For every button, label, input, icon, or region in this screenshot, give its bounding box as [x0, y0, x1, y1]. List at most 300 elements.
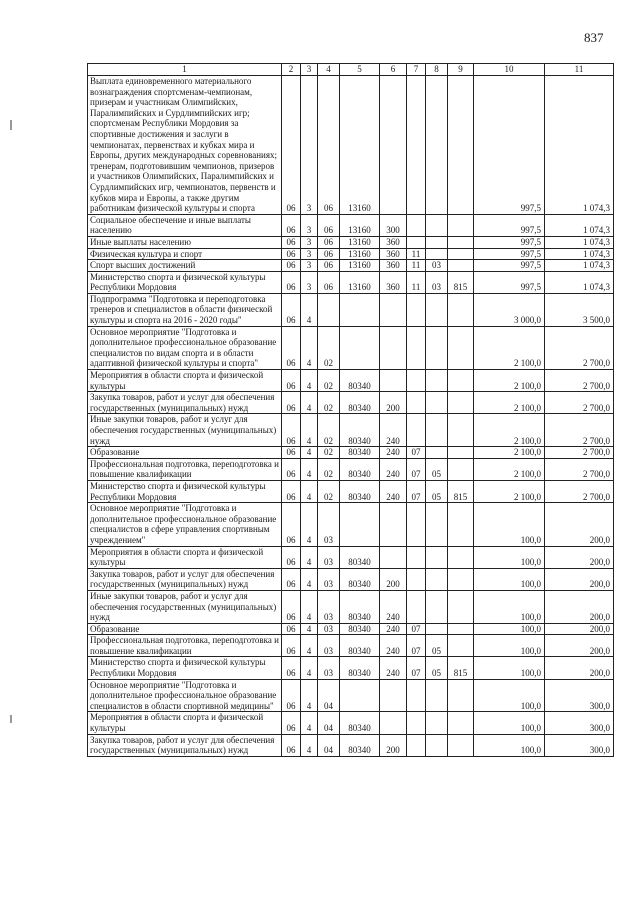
cell-c10: 100,0	[474, 635, 545, 657]
cell-c11: 1 074,3	[545, 214, 614, 236]
cell-c8	[426, 568, 448, 590]
cell-c11: 1 074,3	[545, 260, 614, 272]
cell-c11: 2 700,0	[545, 370, 614, 392]
cell-c5: 13160	[340, 248, 380, 260]
cell-c6: 240	[380, 623, 407, 635]
cell-c11: 2 700,0	[545, 326, 614, 369]
cell-c9: 815	[448, 480, 474, 502]
row-name-cell: Иные закупки товаров, работ и услуг для обеспечения государственных (муниципальных) нужд	[88, 590, 282, 623]
cell-c5: 80340	[340, 546, 380, 568]
column-header: 11	[545, 64, 614, 76]
cell-c7: 07	[407, 458, 426, 480]
table-row	[88, 546, 614, 568]
cell-c11: 200,0	[545, 623, 614, 635]
cell-c10: 2 100,0	[474, 447, 545, 459]
cell-c6	[380, 546, 407, 568]
column-header: 4	[318, 64, 340, 76]
table-row	[88, 503, 614, 546]
cell-c5: 80340	[340, 458, 380, 480]
cell-c3: 4	[301, 458, 318, 480]
cell-c5: 80340	[340, 657, 380, 679]
cell-c6: 240	[380, 447, 407, 459]
column-header: 3	[301, 64, 318, 76]
cell-c10: 997,5	[474, 248, 545, 260]
cell-c10: 100,0	[474, 712, 545, 734]
cell-c11: 200,0	[545, 635, 614, 657]
cell-c8: 05	[426, 657, 448, 679]
cell-c6: 240	[380, 414, 407, 447]
cell-c11: 2 700,0	[545, 480, 614, 502]
table-row	[88, 679, 614, 712]
cell-c10: 2 100,0	[474, 392, 545, 414]
cell-c5: 80340	[340, 370, 380, 392]
cell-c7: 11	[407, 271, 426, 293]
cell-c8	[426, 623, 448, 635]
row-name-cell: Основное мероприятие "Подготовка и дополнительное профессиональное образование специалистов по видам спорта и в области адаптивной физической культуры и спорта"	[88, 326, 282, 369]
cell-c7	[407, 236, 426, 248]
cell-c5	[340, 679, 380, 712]
cell-c2: 06	[282, 271, 301, 293]
cell-c4: 02	[318, 447, 340, 459]
cell-c4: 06	[318, 271, 340, 293]
cell-c4: 04	[318, 734, 340, 756]
cell-c2: 06	[282, 293, 301, 326]
column-header: 5	[340, 64, 380, 76]
cell-c7	[407, 590, 426, 623]
cell-c4: 06	[318, 260, 340, 272]
cell-c4: 02	[318, 480, 340, 502]
cell-c8	[426, 679, 448, 712]
cell-c6: 360	[380, 236, 407, 248]
cell-c10: 2 100,0	[474, 326, 545, 369]
cell-c4: 04	[318, 712, 340, 734]
cell-c7: 07	[407, 657, 426, 679]
cell-c3: 3	[301, 236, 318, 248]
cell-c2: 06	[282, 458, 301, 480]
cell-c11: 200,0	[545, 657, 614, 679]
cell-c5	[340, 293, 380, 326]
cell-c6: 240	[380, 458, 407, 480]
table-row	[88, 712, 614, 734]
cell-c9	[448, 326, 474, 369]
cell-c8	[426, 326, 448, 369]
cell-c5: 80340	[340, 414, 380, 447]
cell-c8	[426, 447, 448, 459]
cell-c9: 815	[448, 657, 474, 679]
cell-c7	[407, 546, 426, 568]
cell-c9	[448, 392, 474, 414]
column-header: 6	[380, 64, 407, 76]
cell-c9	[448, 568, 474, 590]
row-name-cell: Министерство спорта и физической культуры Республики Мордовия	[88, 480, 282, 502]
row-name-cell: Профессиональная подготовка, переподготовка и повышение квалификации	[88, 458, 282, 480]
cell-c4: 02	[318, 370, 340, 392]
cell-c10: 997,5	[474, 271, 545, 293]
cell-c10: 997,5	[474, 236, 545, 248]
cell-c6	[380, 503, 407, 546]
cell-c9	[448, 248, 474, 260]
cell-c6: 240	[380, 590, 407, 623]
cell-c2: 06	[282, 546, 301, 568]
cell-c2: 06	[282, 76, 301, 215]
cell-c3: 3	[301, 214, 318, 236]
table-row	[88, 236, 614, 248]
table-row	[88, 657, 614, 679]
header-row	[88, 64, 614, 76]
cell-c11: 3 500,0	[545, 293, 614, 326]
table-row	[88, 214, 614, 236]
cell-c11: 2 700,0	[545, 414, 614, 447]
cell-c8	[426, 293, 448, 326]
cell-c6: 360	[380, 248, 407, 260]
cell-c3: 4	[301, 480, 318, 502]
cell-c10: 3 000,0	[474, 293, 545, 326]
cell-c5: 80340	[340, 568, 380, 590]
cell-c6: 200	[380, 392, 407, 414]
cell-c5: 80340	[340, 447, 380, 459]
cell-c7	[407, 326, 426, 369]
cell-c3: 4	[301, 635, 318, 657]
cell-c3: 4	[301, 679, 318, 712]
cell-c6	[380, 679, 407, 712]
cell-c6	[380, 370, 407, 392]
row-name-cell: Физическая культура и спорт	[88, 248, 282, 260]
cell-c2: 06	[282, 414, 301, 447]
cell-c7: 07	[407, 635, 426, 657]
cell-c11: 200,0	[545, 546, 614, 568]
cell-c10: 100,0	[474, 546, 545, 568]
cell-c6: 360	[380, 260, 407, 272]
cell-c11: 1 074,3	[545, 76, 614, 215]
cell-c6: 240	[380, 635, 407, 657]
row-name-cell: Основное мероприятие "Подготовка и дополнительное профессиональное образование специалистов в области спортивной медицины"	[88, 679, 282, 712]
cell-c11: 2 700,0	[545, 392, 614, 414]
cell-c9	[448, 546, 474, 568]
cell-c7: 07	[407, 480, 426, 502]
cell-c6: 240	[380, 480, 407, 502]
row-name-cell: Спорт высших достижений	[88, 260, 282, 272]
cell-c3: 4	[301, 503, 318, 546]
column-header: 9	[448, 64, 474, 76]
cell-c9	[448, 458, 474, 480]
cell-c10: 997,5	[474, 214, 545, 236]
scan-mark	[10, 120, 12, 130]
cell-c2: 06	[282, 679, 301, 712]
cell-c9	[448, 447, 474, 459]
cell-c4: 02	[318, 326, 340, 369]
cell-c2: 06	[282, 248, 301, 260]
cell-c6: 360	[380, 271, 407, 293]
cell-c8	[426, 214, 448, 236]
cell-c8	[426, 370, 448, 392]
row-name-cell: Мероприятия в области спорта и физической культуры	[88, 546, 282, 568]
cell-c6	[380, 76, 407, 215]
cell-c2: 06	[282, 447, 301, 459]
table-row	[88, 248, 614, 260]
cell-c4: 03	[318, 546, 340, 568]
row-name-cell: Министерство спорта и физической культуры Республики Мордовия	[88, 657, 282, 679]
cell-c9	[448, 293, 474, 326]
row-name-cell: Мероприятия в области спорта и физической культуры	[88, 712, 282, 734]
table-row	[88, 293, 614, 326]
cell-c8	[426, 546, 448, 568]
cell-c4: 02	[318, 458, 340, 480]
cell-c2: 06	[282, 214, 301, 236]
cell-c7	[407, 503, 426, 546]
cell-c2: 06	[282, 260, 301, 272]
cell-c4: 06	[318, 76, 340, 215]
cell-c10: 100,0	[474, 679, 545, 712]
cell-c5: 80340	[340, 392, 380, 414]
cell-c6	[380, 293, 407, 326]
cell-c6	[380, 712, 407, 734]
cell-c7	[407, 568, 426, 590]
cell-c10: 100,0	[474, 734, 545, 756]
cell-c3: 4	[301, 734, 318, 756]
cell-c3: 4	[301, 546, 318, 568]
cell-c7	[407, 712, 426, 734]
table-body	[88, 76, 614, 757]
row-name-cell: Образование	[88, 623, 282, 635]
cell-c5: 13160	[340, 271, 380, 293]
cell-c5: 80340	[340, 734, 380, 756]
cell-c9	[448, 503, 474, 546]
cell-c2: 06	[282, 635, 301, 657]
cell-c11: 2 700,0	[545, 447, 614, 459]
cell-c6	[380, 326, 407, 369]
cell-c7	[407, 392, 426, 414]
cell-c9	[448, 635, 474, 657]
cell-c7	[407, 734, 426, 756]
cell-c3: 4	[301, 326, 318, 369]
table-row	[88, 623, 614, 635]
cell-c8: 03	[426, 271, 448, 293]
cell-c4: 02	[318, 392, 340, 414]
cell-c5: 13160	[340, 260, 380, 272]
page-number: 837	[584, 30, 604, 45]
cell-c3: 4	[301, 623, 318, 635]
cell-c3: 4	[301, 568, 318, 590]
cell-c9	[448, 370, 474, 392]
cell-c3: 4	[301, 370, 318, 392]
scan-mark	[10, 715, 12, 723]
cell-c11: 200,0	[545, 568, 614, 590]
row-name-cell: Профессиональная подготовка, переподготовка и повышение квалификации	[88, 635, 282, 657]
cell-c6: 240	[380, 657, 407, 679]
cell-c11: 1 074,3	[545, 248, 614, 260]
cell-c9: 815	[448, 271, 474, 293]
cell-c7: 07	[407, 623, 426, 635]
cell-c5	[340, 326, 380, 369]
cell-c2: 06	[282, 623, 301, 635]
cell-c8	[426, 248, 448, 260]
cell-c7: 11	[407, 260, 426, 272]
table-row	[88, 414, 614, 447]
cell-c2: 06	[282, 590, 301, 623]
cell-c3: 4	[301, 590, 318, 623]
table-row	[88, 590, 614, 623]
row-name-cell: Иные закупки товаров, работ и услуг для обеспечения государственных (муниципальных) нужд	[88, 414, 282, 447]
cell-c3: 4	[301, 293, 318, 326]
cell-c8	[426, 414, 448, 447]
cell-c4: 03	[318, 590, 340, 623]
cell-c7	[407, 370, 426, 392]
cell-c10: 2 100,0	[474, 480, 545, 502]
cell-c10: 2 100,0	[474, 458, 545, 480]
cell-c9	[448, 76, 474, 215]
cell-c10: 100,0	[474, 657, 545, 679]
cell-c9	[448, 236, 474, 248]
row-name-cell: Выплата единовременного материального вознаграждения спортсменам-чемпионам, призерам и участникам Олимпийских, Паралимпийских и Сурдлимпийских игр; спортсменам Республики Мордовия за спортивные достижения и заслуги в чемпионатах, первенствах и кубках мира и Европы, других международных соревнованиях; тренерам, подготовившим чемпионов, призеров и участников Олимпийских, Паралимпийских и Сурдлимпийских игр, чемпионатов, первенств и кубков мира и Европы, а также другим работникам физической культуры и спорта	[88, 76, 282, 215]
table-row	[88, 447, 614, 459]
cell-c2: 06	[282, 236, 301, 248]
cell-c11: 300,0	[545, 734, 614, 756]
cell-c11: 200,0	[545, 503, 614, 546]
row-name-cell: Основное мероприятие "Подготовка и дополнительное профессиональное образование специалистов в сфере управления спортивным учреждением"	[88, 503, 282, 546]
cell-c4: 03	[318, 623, 340, 635]
cell-c11: 200,0	[545, 590, 614, 623]
cell-c9	[448, 734, 474, 756]
cell-c8	[426, 503, 448, 546]
cell-c7	[407, 293, 426, 326]
cell-c10: 100,0	[474, 503, 545, 546]
cell-c5: 13160	[340, 214, 380, 236]
cell-c11: 1 074,3	[545, 271, 614, 293]
cell-c2: 06	[282, 326, 301, 369]
cell-c4: 03	[318, 568, 340, 590]
cell-c9	[448, 679, 474, 712]
cell-c9	[448, 712, 474, 734]
cell-c6: 200	[380, 734, 407, 756]
row-name-cell: Иные выплаты населению	[88, 236, 282, 248]
table-row	[88, 392, 614, 414]
cell-c6: 300	[380, 214, 407, 236]
cell-c8: 05	[426, 635, 448, 657]
cell-c2: 06	[282, 568, 301, 590]
row-name-cell: Закупка товаров, работ и услуг для обеспечения государственных (муниципальных) нужд	[88, 568, 282, 590]
cell-c7	[407, 214, 426, 236]
cell-c4: 02	[318, 414, 340, 447]
cell-c10: 997,5	[474, 260, 545, 272]
cell-c3: 4	[301, 392, 318, 414]
cell-c3: 4	[301, 414, 318, 447]
cell-c9	[448, 260, 474, 272]
cell-c5: 80340	[340, 635, 380, 657]
cell-c5	[340, 503, 380, 546]
cell-c4: 06	[318, 236, 340, 248]
cell-c5: 80340	[340, 590, 380, 623]
cell-c3: 3	[301, 271, 318, 293]
table-row	[88, 271, 614, 293]
cell-c4	[318, 293, 340, 326]
cell-c9	[448, 414, 474, 447]
table-row	[88, 76, 614, 215]
cell-c7	[407, 76, 426, 215]
cell-c3: 4	[301, 712, 318, 734]
row-name-cell: Мероприятия в области спорта и физической культуры	[88, 370, 282, 392]
row-name-cell: Подпрограмма "Подготовка и переподготовка тренеров и специалистов в области физической культуры и спорта на 2016 - 2020 годы"	[88, 293, 282, 326]
cell-c8	[426, 734, 448, 756]
cell-c3: 3	[301, 260, 318, 272]
cell-c3: 4	[301, 447, 318, 459]
cell-c5: 80340	[340, 712, 380, 734]
column-header: 8	[426, 64, 448, 76]
cell-c2: 06	[282, 370, 301, 392]
cell-c2: 06	[282, 657, 301, 679]
cell-c10: 100,0	[474, 590, 545, 623]
row-name-cell: Социальное обеспечение и иные выплаты населению	[88, 214, 282, 236]
table-row	[88, 568, 614, 590]
column-header: 7	[407, 64, 426, 76]
cell-c5: 13160	[340, 76, 380, 215]
cell-c10: 997,5	[474, 76, 545, 215]
cell-c8	[426, 590, 448, 623]
cell-c9	[448, 214, 474, 236]
budget-table	[87, 63, 614, 757]
cell-c2: 06	[282, 712, 301, 734]
cell-c5: 13160	[340, 236, 380, 248]
column-header: 2	[282, 64, 301, 76]
cell-c10: 2 100,0	[474, 370, 545, 392]
cell-c9	[448, 623, 474, 635]
cell-c6: 200	[380, 568, 407, 590]
row-name-cell: Закупка товаров, работ и услуг для обеспечения государственных (муниципальных) нужд	[88, 392, 282, 414]
cell-c4: 03	[318, 503, 340, 546]
cell-c11: 300,0	[545, 679, 614, 712]
cell-c3: 4	[301, 657, 318, 679]
cell-c10: 100,0	[474, 568, 545, 590]
cell-c5: 80340	[340, 480, 380, 502]
cell-c4: 06	[318, 214, 340, 236]
table-row	[88, 458, 614, 480]
cell-c9	[448, 590, 474, 623]
row-name-cell: Закупка товаров, работ и услуг для обеспечения государственных (муниципальных) нужд	[88, 734, 282, 756]
cell-c11: 2 700,0	[545, 458, 614, 480]
cell-c4: 03	[318, 635, 340, 657]
cell-c7: 11	[407, 248, 426, 260]
cell-c4: 03	[318, 657, 340, 679]
column-header: 10	[474, 64, 545, 76]
cell-c2: 06	[282, 734, 301, 756]
cell-c2: 06	[282, 392, 301, 414]
cell-c8: 05	[426, 480, 448, 502]
cell-c8	[426, 76, 448, 215]
cell-c3: 3	[301, 76, 318, 215]
cell-c8: 03	[426, 260, 448, 272]
cell-c7	[407, 414, 426, 447]
table-row	[88, 635, 614, 657]
cell-c8	[426, 712, 448, 734]
cell-c10: 2 100,0	[474, 414, 545, 447]
cell-c7: 07	[407, 447, 426, 459]
cell-c2: 06	[282, 480, 301, 502]
row-name-cell: Министерство спорта и физической культуры Республики Мордовия	[88, 271, 282, 293]
cell-c5: 80340	[340, 623, 380, 635]
cell-c8	[426, 392, 448, 414]
table-row	[88, 734, 614, 756]
table-row	[88, 370, 614, 392]
cell-c8: 05	[426, 458, 448, 480]
cell-c11: 1 074,3	[545, 236, 614, 248]
cell-c4: 06	[318, 248, 340, 260]
cell-c11: 300,0	[545, 712, 614, 734]
table-row	[88, 326, 614, 369]
cell-c3: 3	[301, 248, 318, 260]
cell-c10: 100,0	[474, 623, 545, 635]
column-header: 1	[88, 64, 282, 76]
table-row	[88, 480, 614, 502]
cell-c7	[407, 679, 426, 712]
